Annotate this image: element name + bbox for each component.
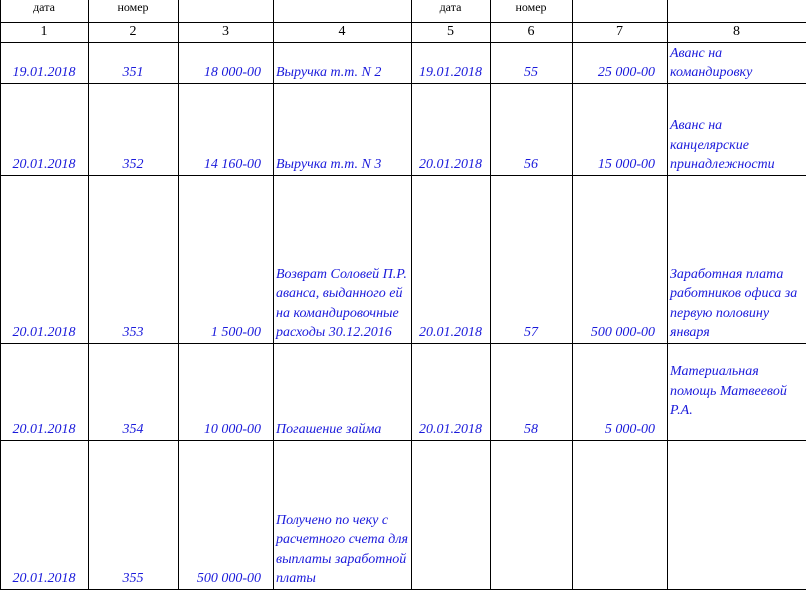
income-date: 20.01.2018 <box>1 440 89 589</box>
table-row <box>1 175 806 343</box>
subheader-row <box>1 0 806 22</box>
income-description: Возврат Соловей П.Р. аванса, выданного ей на командировочные расходы 30.12.2016 <box>274 175 412 343</box>
income-date: 20.01.2018 <box>1 343 89 440</box>
subheader-blank <box>668 0 806 22</box>
expense-date: 19.01.2018 <box>412 42 491 83</box>
expense-date <box>412 440 491 589</box>
income-amount: 10 000-00 <box>179 343 274 440</box>
expense-amount: 5 000-00 <box>573 343 668 440</box>
expense-amount: 25 000-00 <box>573 42 668 83</box>
expense-date: 20.01.2018 <box>412 343 491 440</box>
income-number: 353 <box>89 175 179 343</box>
subheader-date-out: дата <box>412 0 491 22</box>
expense-description <box>668 440 806 589</box>
expense-description: Заработная плата работников офиса за первую половину января <box>668 175 806 343</box>
income-number: 351 <box>89 42 179 83</box>
column-number: 2 <box>89 22 179 42</box>
column-number: 1 <box>1 22 89 42</box>
income-description: Выручка т.т. N 2 <box>274 42 412 83</box>
expense-number <box>491 440 573 589</box>
subheader-number-in: номер <box>89 0 179 22</box>
income-number: 355 <box>89 440 179 589</box>
column-number: 5 <box>412 22 491 42</box>
table-row <box>1 343 806 440</box>
table-row <box>1 83 806 175</box>
column-number: 4 <box>274 22 412 42</box>
expense-number: 55 <box>491 42 573 83</box>
subheader-date-in: дата <box>1 0 89 22</box>
income-number: 352 <box>89 83 179 175</box>
column-number: 3 <box>179 22 274 42</box>
income-description: Получено по чеку с расчетного счета для выплаты заработной платы <box>274 440 412 589</box>
income-date: 20.01.2018 <box>1 83 89 175</box>
expense-amount <box>573 440 668 589</box>
expense-description: Аванс на канцелярские принадлежности <box>668 83 806 175</box>
income-description: Погашение займа <box>274 343 412 440</box>
income-amount: 1 500-00 <box>179 175 274 343</box>
expense-date: 20.01.2018 <box>412 175 491 343</box>
subheader-blank <box>573 0 668 22</box>
expense-amount: 500 000-00 <box>573 175 668 343</box>
column-number-row <box>1 22 806 42</box>
expense-number: 56 <box>491 83 573 175</box>
expense-amount: 15 000-00 <box>573 83 668 175</box>
income-date: 20.01.2018 <box>1 175 89 343</box>
expense-number: 58 <box>491 343 573 440</box>
subheader-blank <box>179 0 274 22</box>
table-row <box>1 440 806 589</box>
subheader-blank <box>274 0 412 22</box>
table-row <box>1 42 806 83</box>
column-number: 6 <box>491 22 573 42</box>
subheader-number-out: номер <box>491 0 573 22</box>
expense-number: 57 <box>491 175 573 343</box>
column-number: 7 <box>573 22 668 42</box>
expense-date: 20.01.2018 <box>412 83 491 175</box>
income-amount: 500 000-00 <box>179 440 274 589</box>
expense-description: Материальная помощь Матвеевой Р.А. <box>668 343 806 440</box>
income-number: 354 <box>89 343 179 440</box>
income-amount: 18 000-00 <box>179 42 274 83</box>
column-number: 8 <box>668 22 806 42</box>
income-description: Выручка т.т. N 3 <box>274 83 412 175</box>
income-amount: 14 160-00 <box>179 83 274 175</box>
expense-description: Аванс на командировку <box>668 42 806 83</box>
income-date: 19.01.2018 <box>1 42 89 83</box>
